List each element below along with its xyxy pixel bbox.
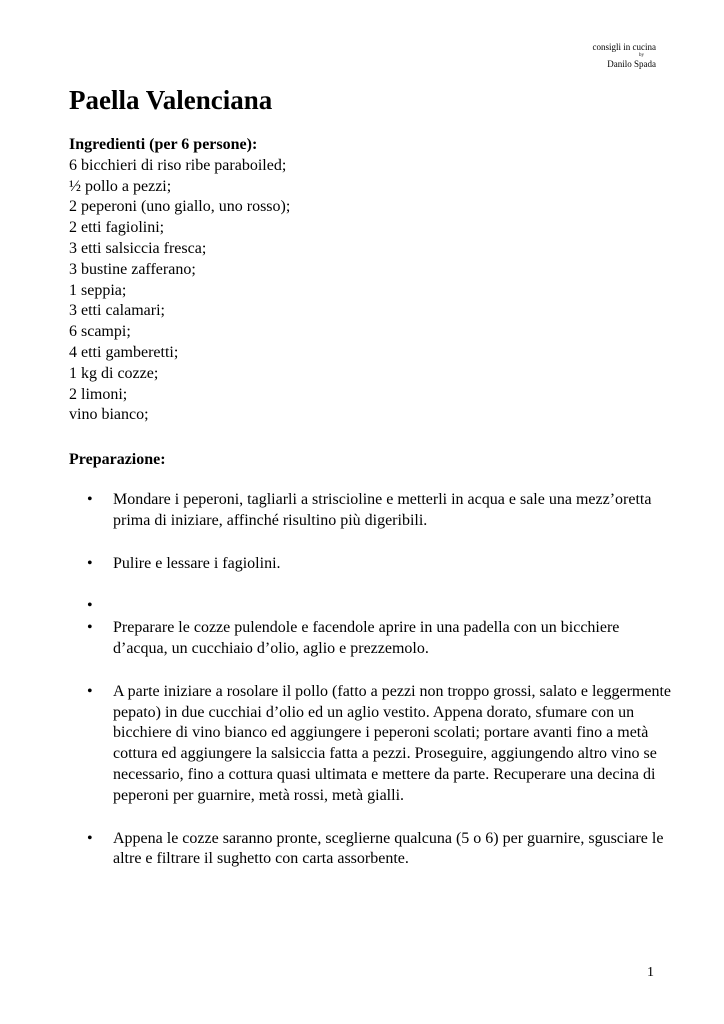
step-text: A parte iniziare a rosolare il pollo (fatto a pezzi non troppo grossi, salato e leggermente pepato) in due cucchiai d’olio ed un aglio vestito. Appena dorato, sfumare con un bicchiere di vino bianco ed aggiungere i peperoni scolati; portare avanti fino a metà cottura ed aggiungere la salsiccia fatta a pezzi. Proseguire, aggiungendo altro vino se necessario, fino a cottura quasi ultimata e mettere da parte. Recuperare una decina di peperoni per guarnire, metà rossi, metà gialli. [113, 682, 672, 804]
step-text: Preparare le cozze pulendole e facendole aprire in una padella con un bicchiere d’acqua, un cucchiaio d’olio, aglio e prezzemolo. [113, 619, 620, 657]
step-text: Appena le cozze saranno pronte, sceglierne qualcuna (5 o 6) per guarnire, sgusciare le altre e filtrare il sughetto con carta assorbente. [113, 829, 664, 868]
ingredient-item: 3 etti calamari; [69, 302, 165, 320]
ingredient-item: 6 scampi; [69, 323, 131, 341]
preparation-step [87, 596, 677, 617]
bullet-icon: • [87, 491, 93, 508]
bullet-icon: • [87, 619, 93, 637]
ingredient-item: 3 bustine zafferano; [69, 260, 196, 278]
ingredient-item: 2 etti fagiolini; [69, 219, 165, 237]
page-header [593, 42, 656, 69]
bullet-icon: • [87, 597, 93, 615]
recipe-title: Paella Valenciana [69, 85, 273, 115]
preparation-step [87, 618, 677, 660]
ingredient-item: 1 seppia; [69, 281, 127, 299]
page-number: 1 [647, 965, 654, 980]
preparation-step [87, 490, 677, 532]
header-author: Danilo Spada [607, 59, 656, 69]
bullet-icon: • [87, 829, 93, 847]
ingredients-section [69, 135, 290, 426]
bullet-icon: • [87, 682, 93, 700]
header-by: by [639, 53, 644, 58]
ingredient-item: 6 bicchieri di riso ribe paraboiled; [69, 156, 287, 174]
ingredient-item: 2 limoni; [69, 385, 128, 403]
preparation-step [87, 554, 677, 575]
ingredient-item: 4 etti gamberetti; [69, 343, 179, 361]
ingredient-item: 3 etti salsiccia fresca; [69, 239, 207, 257]
ingredient-item: 1 kg di cozze; [69, 364, 159, 382]
step-text: Pulire e lessare i fagiolini. [113, 554, 281, 572]
preparation-heading: Preparazione: [69, 451, 166, 468]
preparation-step [87, 829, 677, 871]
ingredient-item: vino bianco; [69, 406, 149, 424]
step-text: Mondare i peperoni, tagliarli a striscioline e metterli in acqua e sale una mezz’oretta prima di iniziare, affinché risultino più digeribili. [113, 491, 652, 529]
preparation-steps [87, 490, 677, 870]
header-tagline: consigli in cucina [592, 42, 656, 52]
ingredient-item: ½ pollo a pezzi; [69, 177, 172, 195]
ingredients-heading: Ingredienti (per 6 persone): [69, 136, 258, 153]
bullet-icon: • [87, 554, 93, 572]
ingredient-item: 2 peperoni (uno giallo, uno rosso); [69, 198, 291, 216]
preparation-step [87, 682, 677, 807]
ingredients-list [69, 156, 290, 426]
